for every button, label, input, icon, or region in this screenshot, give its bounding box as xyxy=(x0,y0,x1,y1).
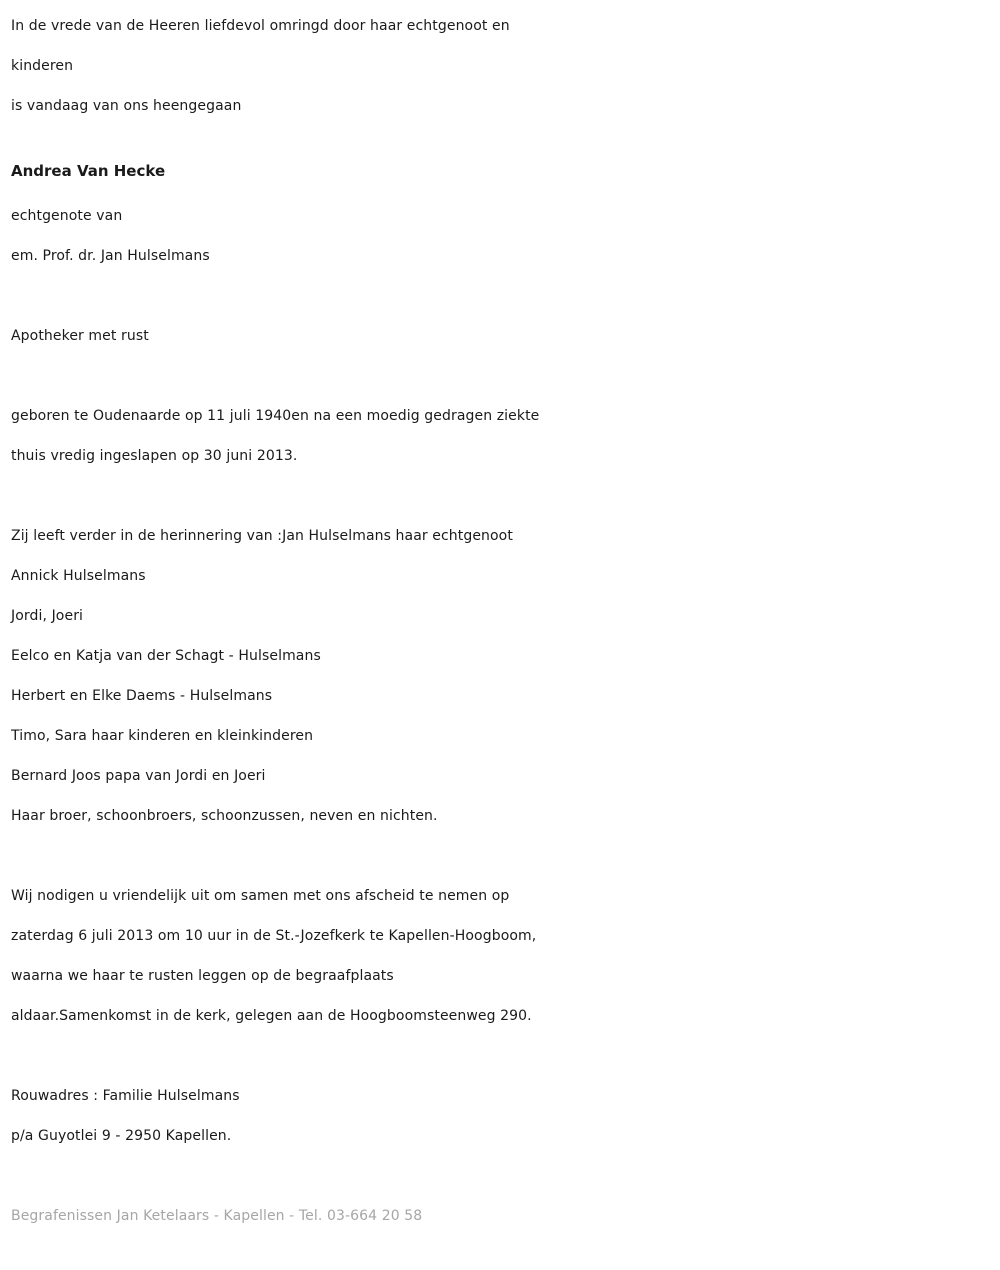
memory-line: Herbert en Elke Daems - Hulselmans xyxy=(11,688,273,704)
spacer xyxy=(11,836,988,876)
spacer xyxy=(11,1036,988,1076)
spacer xyxy=(11,1156,988,1196)
invitation-line: aldaar.Samenkomst in de kerk, gelegen aan de Hoogboomsteenweg 290. xyxy=(11,1008,532,1024)
profession: Apotheker met rust xyxy=(11,328,149,344)
spacer xyxy=(11,276,988,316)
intro-line: kinderen xyxy=(11,58,74,74)
intro-line: In de vrede van de Heeren liefdevol omringd door haar echtgenoot en xyxy=(11,18,510,34)
memory-line: Annick Hulselmans xyxy=(11,568,146,584)
birth-death-line: thuis vredig ingeslapen op 30 juni 2013. xyxy=(11,448,298,464)
intro-line: is vandaag van ons heengegaan xyxy=(11,98,242,114)
intro-section xyxy=(11,6,988,126)
invitation-line: zaterdag 6 juli 2013 om 10 uur in de St.-Jozefkerk te Kapellen-Hoogboom, xyxy=(11,928,537,944)
spouse-section xyxy=(11,196,988,276)
deceased-name: Andrea Van Hecke xyxy=(11,162,166,180)
memory-line: Jordi, Joeri xyxy=(11,608,84,624)
memory-line: Eelco en Katja van der Schagt - Hulselmans xyxy=(11,648,321,664)
funeral-home-footer: Begrafenissen Jan Ketelaars - Kapellen - Tel. 03-664 20 58 xyxy=(11,1208,423,1224)
memory-line: Zij leeft verder in de herinnering van :Jan Hulselmans haar echtgenoot xyxy=(11,528,513,544)
address-line: p/a Guyotlei 9 - 2950 Kapellen. xyxy=(11,1128,232,1144)
memory-line: Bernard Joos papa van Jordi en Joeri xyxy=(11,768,266,784)
address-section xyxy=(11,1076,988,1156)
invitation-line: Wij nodigen u vriendelijk uit om samen met ons afscheid te nemen op xyxy=(11,888,510,904)
spacer xyxy=(11,356,988,396)
birth-death-line: geboren te Oudenaarde op 11 juli 1940en na een moedig gedragen ziekte xyxy=(11,408,540,424)
spouse-line: echtgenote van xyxy=(11,208,123,224)
invitation-line: waarna we haar te rusten leggen op de begraafplaats xyxy=(11,968,394,984)
address-line: Rouwadres : Familie Hulselmans xyxy=(11,1088,240,1104)
spacer xyxy=(11,476,988,516)
invitation-section xyxy=(11,876,988,1036)
memory-line: Haar broer, schoonbroers, schoonzussen, neven en nichten. xyxy=(11,808,438,824)
spouse-line: em. Prof. dr. Jan Hulselmans xyxy=(11,248,210,264)
memory-section xyxy=(11,516,988,836)
memory-line: Timo, Sara haar kinderen en kleinkinderen xyxy=(11,728,314,744)
birth-death-section xyxy=(11,396,988,476)
